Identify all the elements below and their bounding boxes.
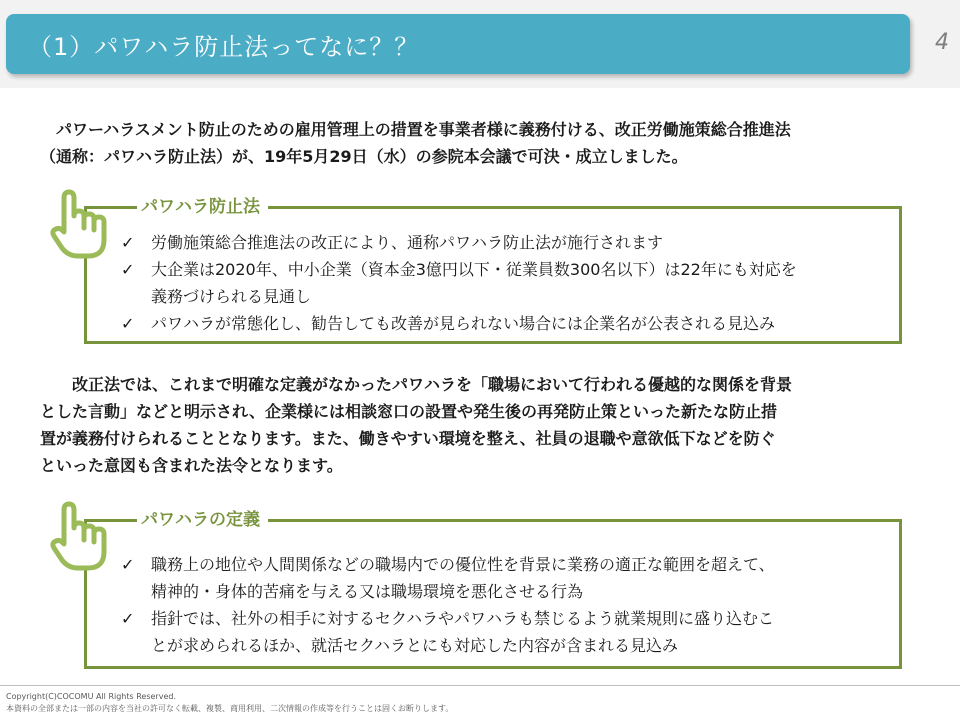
list-item xyxy=(121,605,775,659)
explanation-paragraph xyxy=(40,371,792,479)
list-item xyxy=(121,256,797,310)
list-item xyxy=(121,310,797,337)
list-item-text: 職務上の地位や人間関係などの職場内での優位性を背景に業務の適正な範囲を超えて、 xyxy=(151,555,775,574)
footer-divider xyxy=(0,685,960,686)
list-item-text: 指針では、社外の相手に対するセクハラやパワハラも禁じるよう就業規則に盛り込むこ xyxy=(151,609,775,628)
law-box-title: パワハラ防止法 xyxy=(127,195,268,219)
page-title: （1）パワハラ防止法ってなに？？ xyxy=(28,32,420,61)
law-list xyxy=(121,229,797,337)
check-icon: ✓ xyxy=(121,233,135,252)
intro-paragraph xyxy=(40,116,791,170)
explanation-line: 改正法では、これまで明確な定義がなかったパワハラを「職場において行われる優越的な関係を背景 xyxy=(40,375,793,394)
definition-box xyxy=(84,510,902,669)
check-icon: ✓ xyxy=(121,260,135,279)
pointing-hand-icon xyxy=(48,500,112,574)
check-icon: ✓ xyxy=(121,609,135,628)
definition-box-title: パワハラの定義 xyxy=(127,508,268,532)
check-icon: ✓ xyxy=(121,555,135,574)
definition-list xyxy=(121,551,775,659)
intro-line: （通称：パワハラ防止法）が、19年5月29日（水）の参院本会議で可決・成立しました。 xyxy=(40,147,688,166)
explanation-line: 置が義務付けられることとなります。また、働きやすい環境を整え、社員の退職や意欲低下などを防ぐ xyxy=(40,429,776,448)
list-item-text: 大企業は2020年、中小企業（資本金3億円以下・従業員数300名以下）は22年にも対応を xyxy=(151,260,797,279)
list-item-text: とが求められるほか、就活セクハラとにも対応した内容が含まれる見込み xyxy=(151,636,679,655)
explanation-line: といった意図も含まれた法令となります。 xyxy=(40,456,343,475)
check-icon: ✓ xyxy=(121,314,135,333)
disclaimer-text: 本資料の全部または一部の内容を当社の許可なく転載、複製、商用利用、二次情報の作成等を行うことは固くお断りします。 xyxy=(6,704,454,713)
pointing-hand-icon xyxy=(48,188,112,262)
list-item-text: パワハラが常態化し、勧告しても改善が見られない場合には企業名が公表される見込み xyxy=(151,314,776,333)
page-number: 4 xyxy=(935,30,949,55)
list-item-text: 精神的・身体的苦痛を与える又は職場環境を悪化させる行為 xyxy=(151,582,584,601)
title-bar xyxy=(6,14,910,74)
list-item xyxy=(121,229,797,256)
copyright-text: Copyright(C)COCOMU All Rights Reserved. xyxy=(6,692,176,701)
law-box xyxy=(84,197,902,344)
list-item-text: 労働施策総合推進法の改正により、通称パワハラ防止法が施行されます xyxy=(151,233,664,252)
intro-line: パワーハラスメント防止のための雇用管理上の措置を事業者様に義務付ける、改正労働施策総合推進法 xyxy=(40,120,791,139)
explanation-line: とした言動」などと明示され、企業様には相談窓口の設置や発生後の再発防止策といった新たな防止措 xyxy=(40,402,777,421)
list-item xyxy=(121,551,775,605)
list-item-text: 義務づけられる見通し xyxy=(151,287,312,306)
